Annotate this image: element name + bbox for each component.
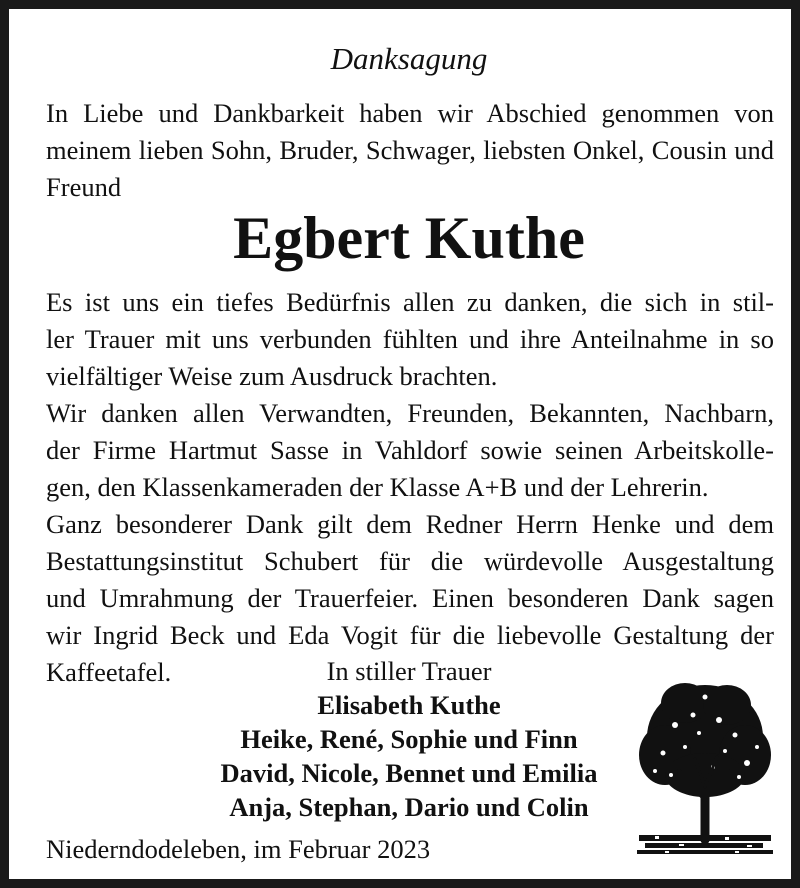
body-line: Es ist uns ein tiefes Bedürfnis allen zu danken, die sich in stil- [46,287,774,317]
body-line: und Umrahmung der Trauerfeier. Einen besonderen Dank sagen [46,583,774,613]
signature-block [189,654,629,824]
thanks-body [46,284,774,691]
body-line: Kaffeetafel. [46,657,172,687]
signature-label: In stiller Trauer [326,656,492,686]
mourner-name: Anja, Stephan, Dario und Colin [229,792,589,822]
body-line: ler Trauer mit uns verbunden fühlten und ihre Anteilnahme in so [46,324,774,354]
mourner-name: David, Nicole, Bennet und Emilia [220,758,598,788]
notice-heading: Danksagung [330,41,488,76]
body-line: vielfältiger Weise zum Ausdruck brachten. [46,361,498,391]
mourner-name: Elisabeth Kuthe [317,690,501,720]
place-date: Niederndodeleben, im Februar 2023 [46,834,431,864]
body-line: Ganz besonderer Dank gilt dem Redner Herrn Henke und dem [46,509,774,539]
body-line: Wir danken allen Verwandten, Freunden, Bekannten, Nachbarn, [46,398,774,428]
intro-text: In Liebe und Dankbarkeit haben wir Abschied genommen von meinem lieben Sohn, Bruder, Schwager, liebsten Onkel, Cousin und Freund [46,98,774,202]
body-line: Bestattungsinstitut Schubert für die würdevolle Ausgestaltung [46,546,774,576]
tree-icon [635,675,775,861]
body-line: der Firme Hartmut Sasse in Vahldorf sowie seinen Arbeitskolle- [46,435,774,465]
body-line: gen, den Klassenkameraden der Klasse A+B und der Lehrerin. [46,472,709,502]
mourner-name: Heike, René, Sophie und Finn [240,724,578,754]
deceased-name: Egbert Kuthe [233,205,585,271]
body-line: wir Ingrid Beck und Eda Vogit für die liebevolle Gestaltung der [46,620,774,650]
